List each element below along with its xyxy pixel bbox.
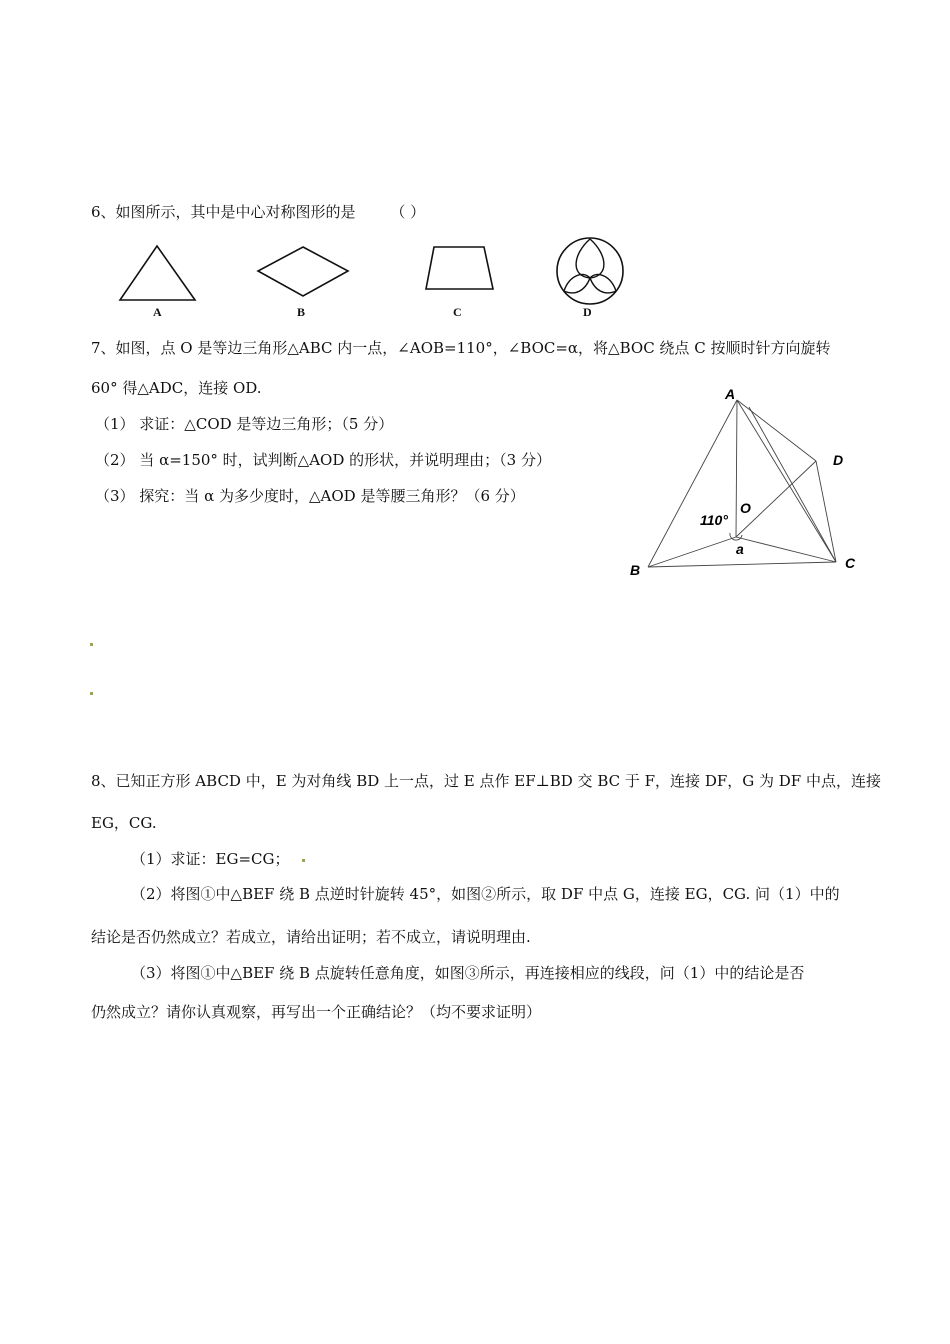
q7-point-c: C xyxy=(845,555,856,571)
q8-part2-line1: （2）将图①中△BEF 绕 B 点逆时针旋转 45°，如图②所示，取 DF 中点 G，连接 EG，CG. 问（1）中的 xyxy=(131,885,840,903)
q7-point-o: O xyxy=(740,500,751,516)
q8-part3-line2: 仍然成立？请你认真观察，再写出一个正确结论？（均不要求证明） xyxy=(91,1003,542,1021)
stray-mark xyxy=(302,859,305,862)
q6-option-a-triangle xyxy=(118,244,198,304)
q6-option-d-circle-arcs xyxy=(555,236,627,308)
stray-mark xyxy=(90,643,93,646)
q6-option-c-trapezoid xyxy=(424,244,496,294)
stray-mark xyxy=(90,692,93,695)
q7-part3: （3） 探究：当 α 为多少度时，△AOD 是等腰三角形？（6 分） xyxy=(95,487,525,505)
q7-part2: （2） 当 α=150° 时，试判断△AOD 的形状，并说明理由；（3 分） xyxy=(95,451,551,469)
q6-option-b-rhombus xyxy=(255,244,351,300)
q6-option-b-label: B xyxy=(297,305,306,319)
q8-part1-text: （1）求证：EG=CG； xyxy=(131,850,290,868)
q8-line1: 8、已知正方形 ABCD 中，E 为对角线 BD 上一点，过 E 点作 EF⊥BD 交 BC 于 F，连接 DF，G 为 DF 中点，连接 xyxy=(91,772,881,790)
q6-option-c-label: C xyxy=(453,305,462,319)
q6-stem xyxy=(91,202,425,222)
q7-point-b: B xyxy=(630,562,641,578)
q7-point-d: D xyxy=(833,452,844,468)
q7-angle-110: 110° xyxy=(700,512,728,528)
q7-part1: （1） 求证：△COD 是等边三角形；（5 分） xyxy=(95,415,394,433)
q8-line2: EG，CG. xyxy=(91,814,157,832)
q7-line1: 7、如图，点 O 是等边三角形△ABC 内一点，∠AOB=110°，∠BOC=α，将△BOC 绕点 C 按顺时针方向旋转 xyxy=(91,339,831,357)
q8-part3-line1: （3）将图①中△BEF 绕 B 点旋转任意角度，如图③所示，再连接相应的线段，问（1）中的结论是否 xyxy=(131,964,805,982)
q6-text: 6、如图所示，其中是中心对称图形的是 xyxy=(91,203,356,221)
q8-part1 xyxy=(131,849,305,869)
q6-option-a-label: A xyxy=(153,305,162,319)
q6-option-d-label: D xyxy=(583,305,592,319)
q7-line2: 60° 得△ADC，连接 OD. xyxy=(91,379,262,397)
q7-point-a: A xyxy=(725,386,736,402)
q6-answer-blank: （ ） xyxy=(390,203,426,221)
q7-angle-alpha: a xyxy=(736,541,744,557)
q8-part2-line2: 结论是否仍然成立？若成立，请给出证明；若不成立，请说明理由. xyxy=(91,928,531,946)
q7-figure xyxy=(620,385,870,585)
